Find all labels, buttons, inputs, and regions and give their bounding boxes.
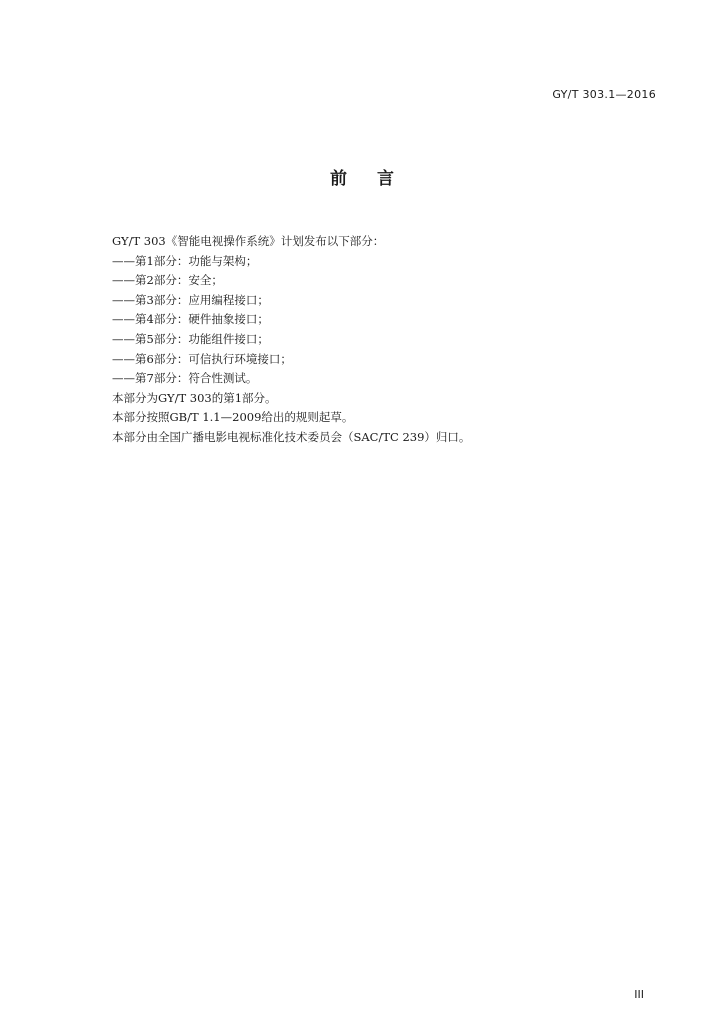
- list-item: ——第6部分：可信执行环境接口；: [112, 351, 292, 366]
- origin-statement: 本部分由全国广播电影电视标准化技术委员会（SAC/TC 239）归口。: [112, 429, 471, 444]
- parts-list: [88, 252, 653, 389]
- list-item: ——第1部分：功能与架构；: [112, 253, 258, 268]
- list-item: ——第5部分：功能组件接口；: [112, 331, 269, 346]
- preface-body: [88, 232, 653, 448]
- list-item: ——第4部分：硬件抽象接口；: [112, 312, 269, 327]
- rules-statement: 本部分按照GB/T 1.1—2009给出的规则起草。: [112, 410, 354, 425]
- list-item: ——第2部分：安全；: [112, 273, 223, 288]
- page-title: 前言: [330, 169, 424, 189]
- intro-paragraph: GY/T 303《智能电视操作系统》计划发布以下部分：: [112, 234, 385, 248]
- part-statement: 本部分为GY/T 303的第1部分。: [112, 390, 277, 405]
- list-item: ——第7部分：符合性测试。: [112, 371, 258, 386]
- list-item: ——第3部分：应用编程接口；: [112, 292, 269, 307]
- page-number: III: [634, 988, 644, 1001]
- standard-code: GY/T 303.1—2016: [552, 88, 656, 101]
